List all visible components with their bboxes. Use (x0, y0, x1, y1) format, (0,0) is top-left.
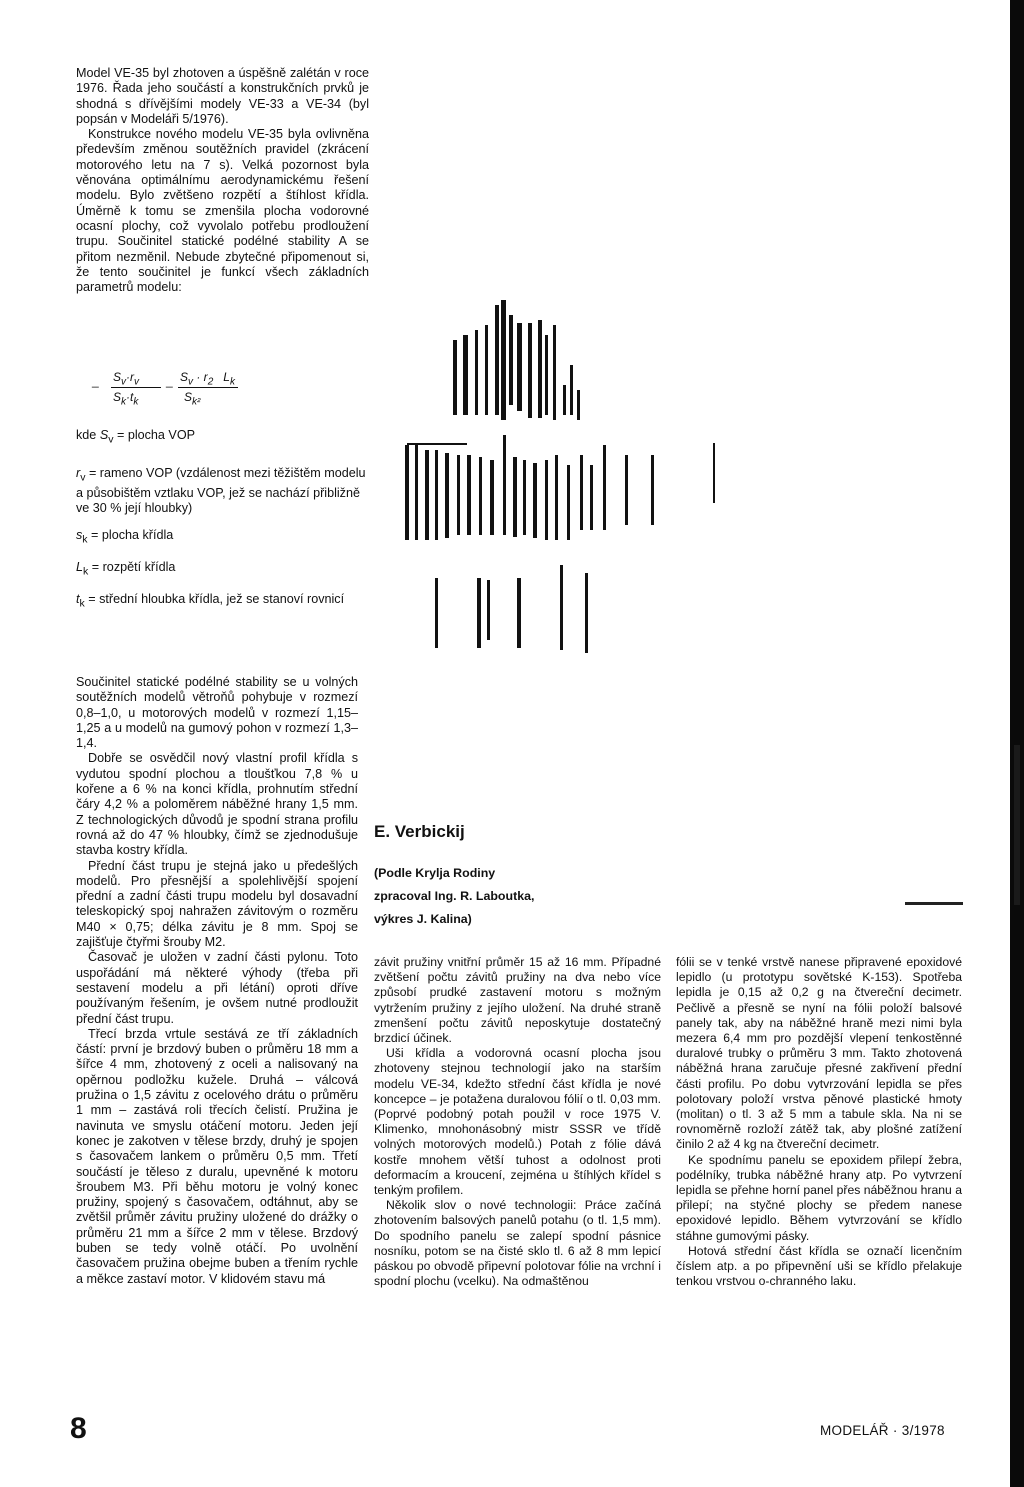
formula-definitions (76, 428, 369, 624)
formula-den-left: $S_k\cdot t_k$ (113, 390, 139, 408)
def-sk: $s_k$ = plocha křídla (76, 528, 174, 546)
foil-paragraph: fólii se v tenké vrstvě nanese připravené epoxidové lepidlo (u prototypu sovětské K-153). Spotřeba lepidla je 0,15 až 0,2 g na čtvereční decimetr. Pečlivě a přesně se nyní na fólii položí balsové panely tak, aby na náběžné hraně mezi nimi byla mezera 6,4 mm pro pozdější vlepení tenkostěnné duralové trubky o průměru 3 mm. Takto zhotovená náběžná hrana zaručuje přesné zakřivení přední části profilu. Po dobu vytvrzování lepidla se přes polotovary položí vrstva pěnové plastické hmoty (molitan) o tl. 3 až 5 mm a tabule skla. Na ni se rovnoměrně rozloží zátěž tak, aby plošné zatížení činilo 2 až 4 kg na čtvereční decimetr. (676, 955, 962, 1152)
finish-paragraph: Hotová střední část křídla se označí licenčním číslem atp. a po připevnění uši se křídlo přelakuje tenkou vrstvou o-chranného laku. (676, 1243, 962, 1289)
def-tk: $t_k$ = střední hloubka křídla, jež se stanoví rovnicí (76, 591, 345, 610)
construction-paragraph: Konstrukce nového modelu VE-35 byla ovlivněna především změnou soutěžních pravidel (zkrácení motorového letu na 7 s). Velká pozornost byla věnována optimálnímu aerodynamickému řešení modelu. Bylo zvětšeno rozpětí a štíhlost křídla. Úměrně k tomu se zmenšila plocha vodorovné ocasní plochy, což vyvolalo potřebu prodloužení trupu. Součinitel statické podélné stability A se přitom nezměnil. Nebude zbytečné připomenout si, že tento součinitel je funkcí všech základních parametrů modelu: (76, 127, 369, 295)
credit-source: (Podle Krylja Rodiny (374, 866, 496, 880)
credit-editor: zpracoval Ing. R. Laboutka, (374, 889, 535, 903)
credits-block (374, 862, 534, 931)
intro-paragraph: Model VE-35 byl zhotoven a úspěšně zalétán v roce 1976. Řada jeho součástí a konstrukčních prvků je shodná s dřívějšími modely VE-33 a VE-34 (byl popsán v Modeláři 5/1976). (76, 66, 369, 126)
formula-num-right: $S_v \cdot r_2$ $L_k$ (180, 370, 235, 388)
def-rv: $r_v$ = rameno VOP (vzdálenost mezi těžištěm modelu a působištěm vztlaku VOP, jež se nachází přibližně ve 30 % její hloubky) (76, 465, 366, 515)
wing-tips-paragraph: Uši křídla a vodorovná ocasní plocha jsou zhotoveny stejnou technologií jako na starším modelu VE-34, kdežto střední část křídla je nové koncepce – je potažena duralovou fólií o tl. 0,03 mm. (Poprvé podobný potah použil v roce 1975 V. Klimenko, mnohonásobný mistr SSSR ve třídě volných motorových modelů.) Potah z fólie dává kostře mnohem větší tuhost a odolnost proti deformacím a kroucení, zejména u štíhlých křídel s tenkým profilem. (374, 1046, 661, 1198)
spring-paragraph: závit pružiny vnitřní průměr 15 až 16 mm. Případné zvětšení počtu závitů pružiny na dva nebo více způsobí prudké zastavení motoru s možným vytržením pružiny z jejího uložení. Na druhé straně zmenšení počtu závitů neposkytuje dostatečný brzdicí účinek. (374, 955, 661, 1046)
print-smudge (905, 902, 963, 905)
stability-formula (76, 368, 376, 408)
formula-num-left: $S_v\cdot r_v$ (113, 370, 140, 388)
magazine-footer: MODELÁŘ · 3/1978 (820, 1423, 945, 1438)
fraction-bar-right (178, 387, 238, 388)
formula-den-right: $S_{k^2}$ (184, 390, 201, 408)
author-name: E. Verbickij (374, 822, 465, 841)
fraction-bar-left (111, 387, 161, 388)
formula-prefix: _ (92, 374, 99, 388)
page-edge-mark (1014, 745, 1020, 905)
intro-text-column (76, 66, 369, 295)
page-edge-bar (1010, 0, 1024, 1487)
page-number: 8 (70, 1412, 87, 1445)
model-photo (395, 295, 735, 660)
main-text-column (76, 675, 358, 1287)
timer-paragraph: Časovač je uložen v zadní části pylonu. Toto uspořádání má některé výhody (třeba při sestavení modelu a při létání) oproti dříve používaným řešením, je ovšem nutné prodloužit přední část trupu. (76, 950, 358, 1026)
technology-paragraph: Několik slov o nové technologii: Práce začíná zhotovením balsových panelů potahu (o tl. 1,5 mm). Do spodního panelu se zalepí spodní pásnice nosníku, potom se na čisté sklo tl. 6 až 8 mm lepicí páskou po obvodě připevní polotovar fólie na vrchní i spodní plochu (vcelku). Na odmaštěnou (374, 1198, 661, 1289)
stability-paragraph: Součinitel statické podélné stability se u volných soutěžních modelů větroňů pohybuje v rozmezí 0,8–1,0, u motorových modelů v rozmezí 1,15–1,25 a u modelů na gumový pohon v rozmezí 1,3–1,4. (76, 675, 358, 751)
credit-drawing: výkres J. Kalina) (374, 912, 472, 926)
ribs-paragraph: Ke spodnímu panelu se epoxidem přilepí žebra, podélníky, trubka náběžné hrany atp. Po vytvrzení lepidla se přehne horní panel přes náběžnou hranu a přilepí; na styčné plochy se předem nanese epoxidové lepidlo. Během vytvrzování se křídlo stáhne gumovými pásky. (676, 1152, 962, 1243)
profile-paragraph: Dobře se osvědčil nový vlastní profil křídla s vydutou spodní plochou a tloušťkou 7,8 % u kořene a 6 % na konci křídla, prohnutím střední čáry 4,2 % a poloměrem náběžné hrany 1,5 mm. Z technologických důvodů je spodní strana profilu rovná až do 47 % hloubky, čímž se zjednodušuje stavba kostry křídla. (76, 751, 358, 858)
fuselage-paragraph: Přední část trupu je stejná jako u předešlých modelů. Pro přesnější a spolehlivější spojení přední a zadní části trupu modelu byl dosavadní teleskopický spoj nahražen závitovým o rozměru M40 × 0,75; délka závitu je 8 mm. Spoj se zajišťuje čtyřmi šrouby M2. (76, 858, 358, 950)
right-text-column (676, 955, 962, 1289)
formula-equals: _ (166, 374, 173, 388)
middle-text-column (374, 955, 661, 1289)
def-sv: kde $S_v$ = plocha VOP (76, 428, 196, 446)
def-lk: $L_k$ = rozpětí křídla (76, 560, 176, 578)
brake-paragraph: Třecí brzda vrtule sestává ze tří základních částí: první je brzdový buben o průměru 18 mm a šířce 4 mm, zhotovený z oceli a nalisovaný na opěrnou podložku kužele. Druhá – válcová pružina o 1,5 závitu z ocelového drátu o průměru 1 mm – zastává roli třecích čelistí. Pružina je navinuta ve smyslu otáčení motoru. Jeden její konec je zakotven v tělese brzdy, druhý je spojen s časovačem lankem o průměru 0,5 mm. Třetí součástí je těleso z duralu, upevněné k motoru šroubem M3. Při běhu motoru je volný konec pružiny, spojený s časovačem, odtáhnut, aby se zvětšil průměr závitu pružiny uložené do drážky o průměru 21 mm a šířce 2 mm v tělese. Brzdový buben se tedy volně otáčí. Po uvolnění časovačem pružina obejme buben a třením rychle a měkce zastaví motor. V klidovém stavu má (76, 1026, 358, 1286)
